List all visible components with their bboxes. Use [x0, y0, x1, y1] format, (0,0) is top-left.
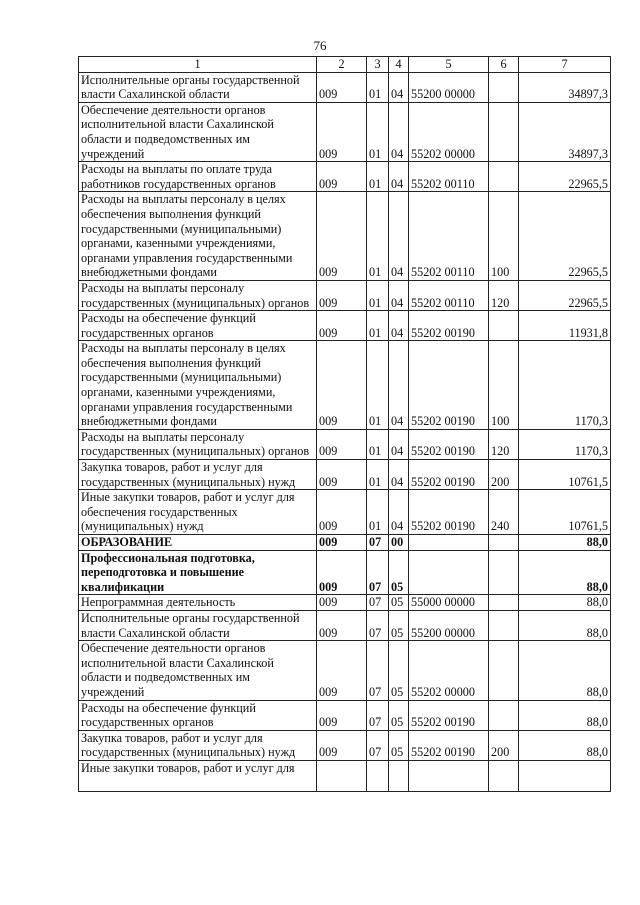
table-row — [79, 595, 611, 611]
target-article-cell: 55202 00190 — [409, 460, 489, 490]
item-name-cell: Расходы на выплаты по оплате труда работников государственных органов — [79, 162, 317, 192]
target-article-cell: 55202 00190 — [409, 341, 489, 430]
item-name-cell: Расходы на выплаты персоналу государственных (муниципальных) органов — [79, 280, 317, 310]
header-cell: 5 — [409, 57, 489, 73]
table-row — [79, 730, 611, 760]
subsection-code-cell: 04 — [389, 341, 409, 430]
department-code-cell: 009 — [317, 311, 367, 341]
item-name-cell: Исполнительные органы государственной власти Сахалинской области — [79, 72, 317, 102]
table-row — [79, 760, 611, 791]
expense-type-cell: 120 — [489, 280, 519, 310]
section-code-cell: 07 — [367, 700, 389, 730]
target-article-cell: 55200 00000 — [409, 72, 489, 102]
table-row — [79, 102, 611, 161]
target-article-cell: 55202 00110 — [409, 280, 489, 310]
expense-type-cell: 100 — [489, 192, 519, 281]
expense-type-cell: 200 — [489, 730, 519, 760]
header-cell: 2 — [317, 57, 367, 73]
item-name-cell: Расходы на выплаты персоналу в целях обеспечения выполнения функций государственными (муниципальными) органами, казенными учреждениями, органами управления государственными внебюджетными фондами — [79, 341, 317, 430]
item-name-cell: Непрограммная деятельность — [79, 595, 317, 611]
department-code-cell: 009 — [317, 595, 367, 611]
expense-type-cell — [489, 72, 519, 102]
target-article-cell: 55202 00000 — [409, 641, 489, 700]
item-name-cell: Иные закупки товаров, работ и услуг для — [79, 760, 317, 791]
expense-type-cell — [489, 595, 519, 611]
table-row — [79, 641, 611, 700]
section-code-cell: 07 — [367, 641, 389, 700]
page-number: 76 — [313, 38, 327, 53]
amount-cell: 88,0 — [519, 535, 611, 551]
target-article-cell — [409, 760, 489, 791]
table-row — [79, 162, 611, 192]
item-name-cell: Исполнительные органы государственной власти Сахалинской области — [79, 610, 317, 640]
amount-cell: 22965,5 — [519, 280, 611, 310]
subsection-code-cell: 04 — [389, 280, 409, 310]
table-row — [79, 192, 611, 281]
department-code-cell: 009 — [317, 72, 367, 102]
amount-cell: 88,0 — [519, 550, 611, 595]
amount-cell: 10761,5 — [519, 490, 611, 535]
section-code-cell — [367, 760, 389, 791]
subsection-code-cell: 04 — [389, 192, 409, 281]
expense-type-cell — [489, 610, 519, 640]
department-code-cell: 009 — [317, 341, 367, 430]
section-code-cell: 07 — [367, 610, 389, 640]
table-row — [79, 535, 611, 551]
expense-type-cell: 100 — [489, 341, 519, 430]
item-name-cell: Профессиональная подготовка, переподготовка и повышение квалификации — [79, 550, 317, 595]
subsection-code-cell: 04 — [389, 72, 409, 102]
table-row — [79, 311, 611, 341]
target-article-cell: 55202 00190 — [409, 311, 489, 341]
amount-cell: 88,0 — [519, 595, 611, 611]
subsection-code-cell: 00 — [389, 535, 409, 551]
expense-type-cell — [489, 641, 519, 700]
target-article-cell: 55202 00190 — [409, 730, 489, 760]
subsection-code-cell: 05 — [389, 610, 409, 640]
department-code-cell — [317, 760, 367, 791]
header-cell: 3 — [367, 57, 389, 73]
subsection-code-cell: 04 — [389, 162, 409, 192]
expense-type-cell: 200 — [489, 460, 519, 490]
subsection-code-cell: 05 — [389, 700, 409, 730]
amount-cell: 88,0 — [519, 641, 611, 700]
section-code-cell: 01 — [367, 311, 389, 341]
department-code-cell: 009 — [317, 550, 367, 595]
target-article-cell: 55200 00000 — [409, 610, 489, 640]
target-article-cell — [409, 535, 489, 551]
amount-cell: 22965,5 — [519, 192, 611, 281]
header-row — [79, 57, 611, 73]
table-row — [79, 700, 611, 730]
item-name-cell: Обеспечение деятельности органов исполнительной власти Сахалинской области и подведомственных им учреждений — [79, 641, 317, 700]
subsection-code-cell: 05 — [389, 641, 409, 700]
subsection-code-cell: 04 — [389, 460, 409, 490]
section-code-cell: 07 — [367, 595, 389, 611]
item-name-cell: Расходы на обеспечение функций государственных органов — [79, 700, 317, 730]
amount-cell: 22965,5 — [519, 162, 611, 192]
amount-cell: 10761,5 — [519, 460, 611, 490]
amount-cell: 34897,3 — [519, 72, 611, 102]
table-row — [79, 341, 611, 430]
expense-type-cell — [489, 550, 519, 595]
department-code-cell: 009 — [317, 429, 367, 459]
header-cell: 4 — [389, 57, 409, 73]
expense-type-cell — [489, 700, 519, 730]
department-code-cell: 009 — [317, 641, 367, 700]
department-code-cell: 009 — [317, 490, 367, 535]
item-name-cell: Расходы на обеспечение функций государственных органов — [79, 311, 317, 341]
amount-cell: 1170,3 — [519, 341, 611, 430]
item-name-cell: Обеспечение деятельности органов исполнительной власти Сахалинской области и подведомственных им учреждений — [79, 102, 317, 161]
table-row — [79, 280, 611, 310]
amount-cell: 88,0 — [519, 730, 611, 760]
item-name-cell: Иные закупки товаров, работ и услуг для обеспечения государственных (муниципальных) нужд — [79, 490, 317, 535]
item-name-cell: Закупка товаров, работ и услуг для государственных (муниципальных) нужд — [79, 730, 317, 760]
amount-cell: 88,0 — [519, 610, 611, 640]
department-code-cell: 009 — [317, 610, 367, 640]
budget-table — [78, 56, 611, 792]
section-code-cell: 01 — [367, 192, 389, 281]
department-code-cell: 009 — [317, 535, 367, 551]
target-article-cell: 55202 00110 — [409, 192, 489, 281]
subsection-code-cell: 05 — [389, 730, 409, 760]
item-name-cell: Расходы на выплаты персоналу в целях обеспечения выполнения функций государственными (муниципальными) органами, казенными учреждениями, органами управления государственными внебюджетными фондами — [79, 192, 317, 281]
section-code-cell: 01 — [367, 102, 389, 161]
section-code-cell: 01 — [367, 162, 389, 192]
expense-type-cell — [489, 535, 519, 551]
section-code-cell: 01 — [367, 280, 389, 310]
table-row — [79, 610, 611, 640]
amount-cell: 88,0 — [519, 700, 611, 730]
department-code-cell: 009 — [317, 192, 367, 281]
table-row — [79, 490, 611, 535]
amount-cell — [519, 760, 611, 791]
target-article-cell: 55202 00190 — [409, 429, 489, 459]
expense-type-cell — [489, 311, 519, 341]
section-code-cell: 01 — [367, 460, 389, 490]
expense-type-cell — [489, 162, 519, 192]
subsection-code-cell: 04 — [389, 490, 409, 535]
amount-cell: 1170,3 — [519, 429, 611, 459]
target-article-cell: 55202 00110 — [409, 162, 489, 192]
department-code-cell: 009 — [317, 162, 367, 192]
section-code-cell: 01 — [367, 490, 389, 535]
header-cell: 6 — [489, 57, 519, 73]
section-code-cell: 07 — [367, 535, 389, 551]
department-code-cell: 009 — [317, 460, 367, 490]
amount-cell: 34897,3 — [519, 102, 611, 161]
amount-cell: 11931,8 — [519, 311, 611, 341]
section-code-cell: 01 — [367, 429, 389, 459]
table-row — [79, 72, 611, 102]
expense-type-cell: 120 — [489, 429, 519, 459]
target-article-cell: 55202 00190 — [409, 490, 489, 535]
target-article-cell: 55202 00000 — [409, 102, 489, 161]
section-code-cell: 01 — [367, 341, 389, 430]
table-row — [79, 460, 611, 490]
target-article-cell: 55202 00190 — [409, 700, 489, 730]
item-name-cell: ОБРАЗОВАНИЕ — [79, 535, 317, 551]
target-article-cell — [409, 550, 489, 595]
subsection-code-cell: 04 — [389, 429, 409, 459]
expense-type-cell — [489, 760, 519, 791]
department-code-cell: 009 — [317, 280, 367, 310]
subsection-code-cell — [389, 760, 409, 791]
target-article-cell: 55000 00000 — [409, 595, 489, 611]
department-code-cell: 009 — [317, 700, 367, 730]
department-code-cell: 009 — [317, 730, 367, 760]
expense-type-cell: 240 — [489, 490, 519, 535]
header-cell: 1 — [79, 57, 317, 73]
item-name-cell: Расходы на выплаты персоналу государственных (муниципальных) органов — [79, 429, 317, 459]
header-cell: 7 — [519, 57, 611, 73]
section-code-cell: 07 — [367, 550, 389, 595]
section-code-cell: 07 — [367, 730, 389, 760]
section-code-cell: 01 — [367, 72, 389, 102]
subsection-code-cell: 05 — [389, 595, 409, 611]
subsection-code-cell: 04 — [389, 102, 409, 161]
department-code-cell: 009 — [317, 102, 367, 161]
subsection-code-cell: 05 — [389, 550, 409, 595]
table-row — [79, 429, 611, 459]
subsection-code-cell: 04 — [389, 311, 409, 341]
table-row — [79, 550, 611, 595]
expense-type-cell — [489, 102, 519, 161]
item-name-cell: Закупка товаров, работ и услуг для государственных (муниципальных) нужд — [79, 460, 317, 490]
